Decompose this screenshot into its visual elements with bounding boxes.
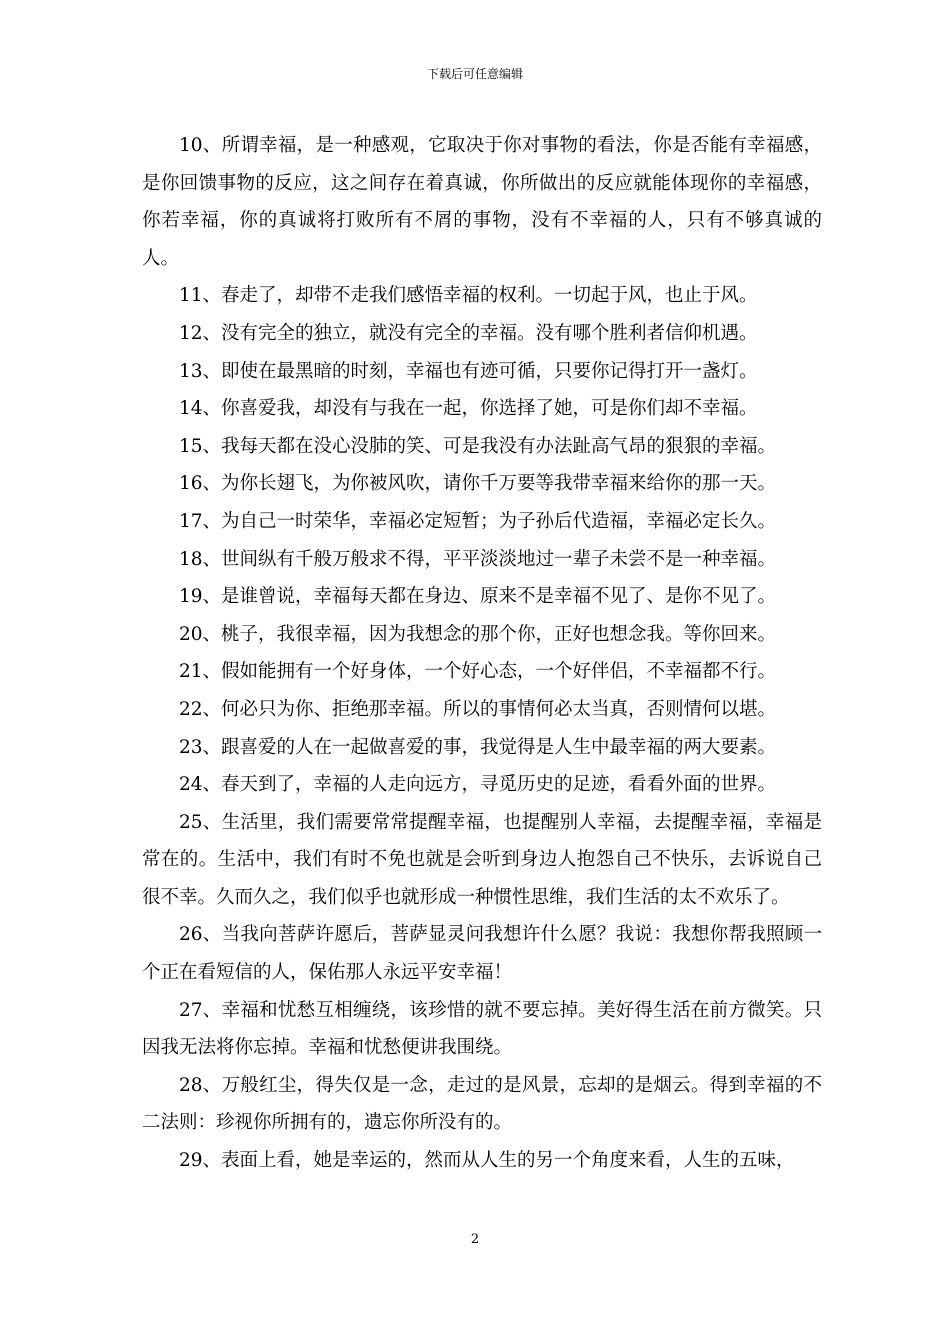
paragraph-17: 17、为自己一时荣华，幸福必定短暂；为子孙后代造福，幸福必定长久。 <box>179 510 777 532</box>
page-header: 下载后可任意编辑 <box>426 67 523 81</box>
paragraph-27: 27、幸福和忧愁互相缠绕，该珍惜的就不要忘掉。美好得生活在前方微笑。只因我无法将你忘掉。幸福和忧愁便讲我围绕。 <box>142 999 822 1059</box>
paragraph-28: 28、万般红尘，得失仅是一念，走过的是风景，忘却的是烟云。得到幸福的不二法则：珍视你所拥有的，遗忘你所没有的。 <box>142 1074 822 1134</box>
paragraph-24: 24、春天到了，幸福的人走向远方，寻觅历史的足迹，看看外面的世界。 <box>179 774 777 796</box>
paragraph-22: 22、何必只为你、拒绝那幸福。所以的事情何必太当真，否则情何以堪。 <box>179 698 777 720</box>
document-body <box>142 127 822 1180</box>
paragraph-13: 13、即使在最黑暗的时刻，幸福也有迹可循，只要你记得打开一盏灯。 <box>179 360 758 382</box>
paragraph-11: 11、春走了，却带不走我们感悟幸福的权利。一切起于风，也止于风。 <box>179 285 758 307</box>
paragraph-21: 21、假如能拥有一个好身体，一个好心态，一个好伴侣，不幸福都不行。 <box>179 661 777 683</box>
paragraph-18: 18、世间纵有千般万般求不得，平平淡淡地过一辈子未尝不是一种幸福。 <box>179 548 777 570</box>
paragraph-25: 25、生活里，我们需要常常提醒幸福，也提醒别人幸福，去提醒幸福，幸福是常在的。生活中，我们有时不免也就是会听到身边人抱怨自己不快乐，去诉说自己很不幸。久而久之，我们似乎也就形成一种惯性思维，我们生活的太不欢乐了。 <box>142 811 822 908</box>
paragraph-14: 14、你喜爱我，却没有与我在一起，你选择了她，可是你们却不幸福。 <box>179 398 758 420</box>
page-number: 2 <box>470 1232 480 1247</box>
paragraph-10: 10、所谓幸福，是一种感观，它取决于你对事物的看法，你是否能有幸福感，是你回馈事物的反应，这之间存在着真诚，你所做出的反应就能体现你的幸福感，你若幸福，你的真诚将打败所有不屑的事物，没有不幸福的人，只有不够真诚的人。 <box>142 135 822 269</box>
paragraph-26: 26、当我向菩萨许愿后，菩萨显灵问我想许什么愿？我说：我想你帮我照顾一个正在看短信的人，保佑那人永远平安幸福！ <box>142 924 822 984</box>
paragraph-20: 20、桃子，我很幸福，因为我想念的那个你，正好也想念我。等你回来。 <box>179 623 777 645</box>
paragraph-19: 19、是谁曾说，幸福每天都在身边、原来不是幸福不见了、是你不见了。 <box>179 586 777 608</box>
paragraph-15: 15、我每天都在没心没肺的笑、可是我没有办法趾高气昂的狠狠的幸福。 <box>179 435 777 457</box>
paragraph-12: 12、没有完全的独立，就没有完全的幸福。没有哪个胜利者信仰机遇。 <box>179 322 758 344</box>
paragraph-29: 29、表面上看，她是幸运的，然而从人生的另一个角度来看，人生的五味， <box>179 1150 795 1172</box>
paragraph-16: 16、为你长翅飞，为你被风吹，请你千万要等我带幸福来给你的那一天。 <box>179 473 777 495</box>
paragraph-23: 23、跟喜爱的人在一起做喜爱的事，我觉得是人生中最幸福的两大要素。 <box>179 736 777 758</box>
